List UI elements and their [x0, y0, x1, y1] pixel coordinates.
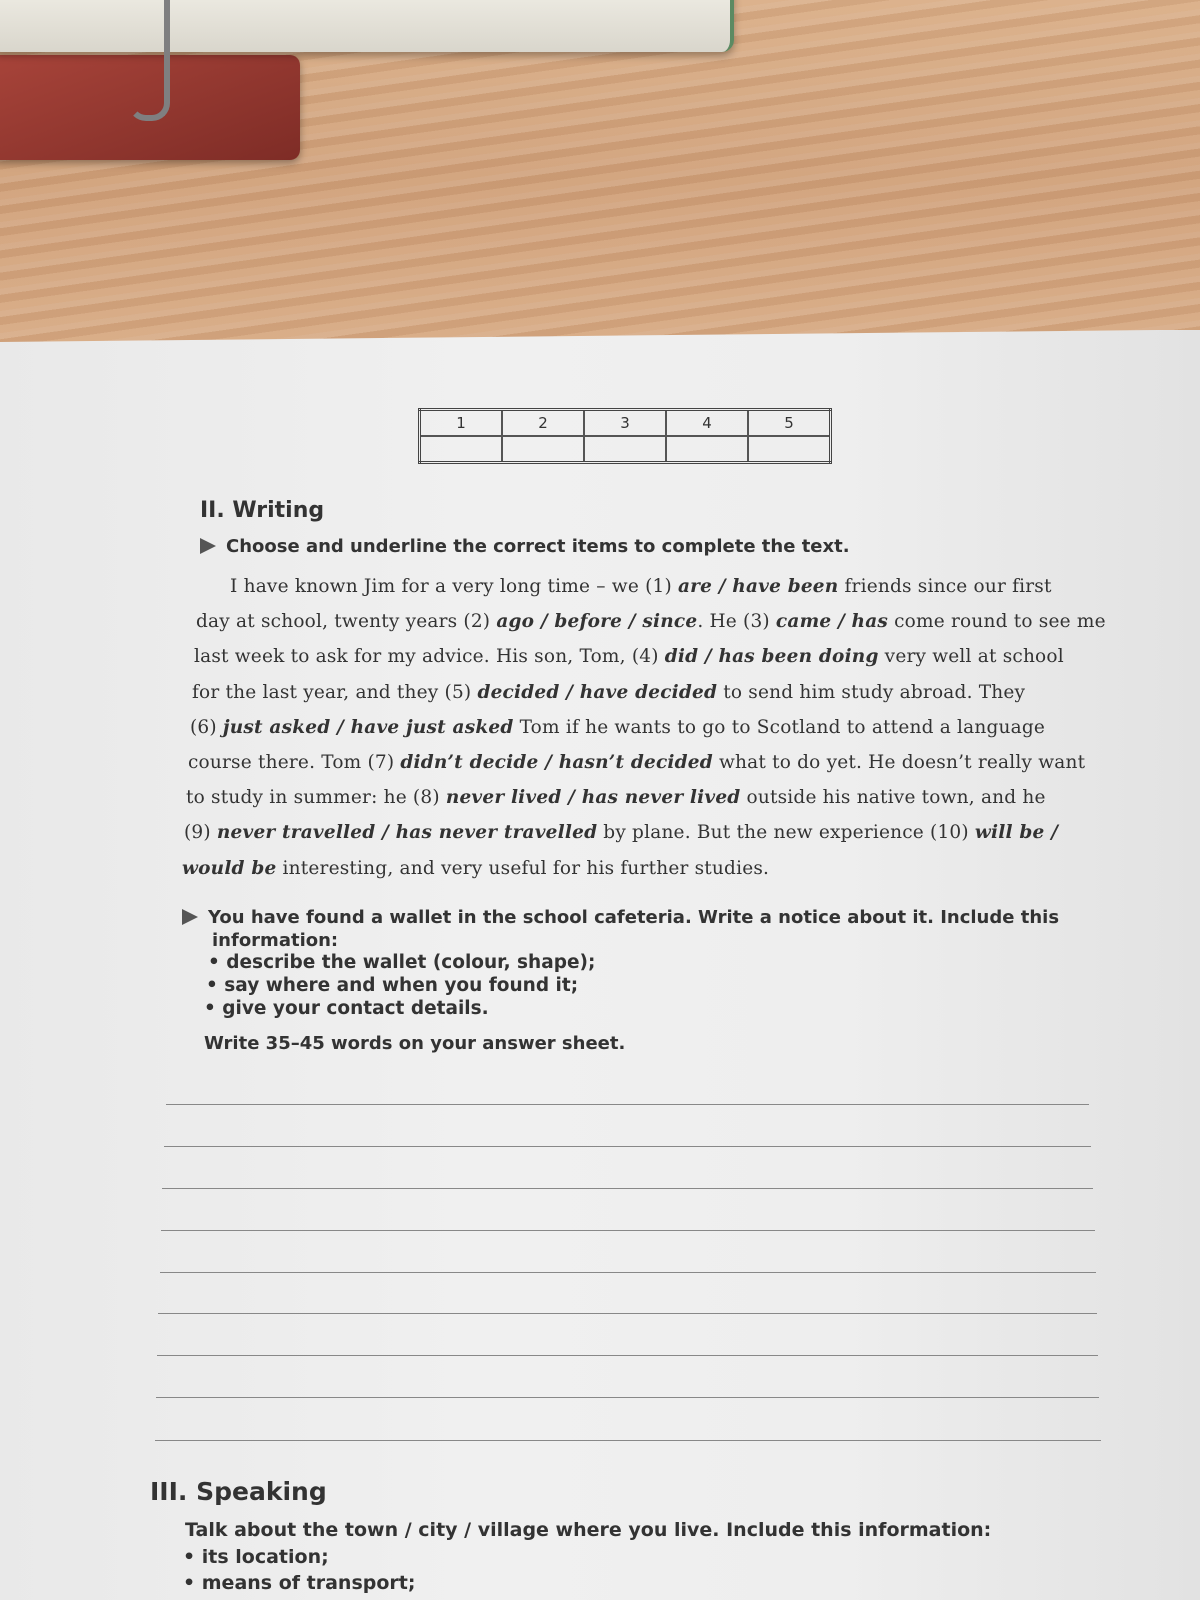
paragraph-line [190, 717, 1045, 738]
bullet-item: • its location; [183, 1546, 329, 1568]
instruction-underline [200, 536, 850, 557]
paragraph-text: for the last year, and they (5) [192, 681, 478, 703]
arrow-bullet-icon [200, 538, 216, 554]
answer-option[interactable]: ago / before / since [496, 611, 698, 633]
instruction-text: Choose and underline the correct items to complete the text. [226, 536, 850, 557]
answer-option[interactable]: didn’t decide / hasn’t decided [400, 752, 713, 773]
paragraph-text: come round to see me [888, 611, 1106, 633]
paragraph-text: friends since our first [838, 576, 1052, 597]
writing-heading: II. Writing [200, 498, 325, 523]
paragraph-line [188, 752, 1085, 773]
answer-line[interactable] [157, 1355, 1098, 1356]
answer-option[interactable]: are / have been [677, 576, 839, 597]
paragraph-line [196, 611, 1106, 632]
answer-line[interactable] [160, 1272, 1096, 1273]
paragraph-line [182, 858, 769, 879]
instruction-notice [182, 907, 1059, 928]
paragraph-text: I have known Jim for a very long time – we (1) [230, 576, 678, 597]
table-answer-cell [420, 436, 503, 463]
paragraph-line [192, 682, 1025, 703]
metal-hook [128, 0, 170, 121]
bullet-item: • describe the wallet (colour, shape); [208, 952, 596, 973]
speaking-heading: III. Speaking [150, 1477, 327, 1506]
paragraph-text: very well at school [878, 646, 1064, 668]
answer-line[interactable] [158, 1313, 1097, 1314]
paragraph-line [186, 787, 1046, 808]
speaking-instruction: Talk about the town / city / village where you live. Include this information: [185, 1519, 992, 1541]
answer-option[interactable]: will be / [974, 822, 1059, 844]
table-answer-cell [748, 436, 831, 463]
answer-option[interactable]: never travelled / has never travelled [216, 822, 598, 844]
worksheet-page [0, 330, 1200, 1600]
answer-line[interactable] [156, 1397, 1099, 1398]
answer-option[interactable]: would be [182, 857, 277, 879]
paragraph-text: (9) [184, 822, 217, 844]
instruction-text: You have found a wallet in the school cafeteria. Write a notice about it. Include this [208, 907, 1060, 928]
paragraph-text: course there. Tom (7) [188, 752, 401, 773]
word-limit-text: Write 35–45 words on your answer sheet. [204, 1033, 626, 1054]
paragraph-text: what to do yet. He doesn’t really want [712, 752, 1086, 773]
table-header-cell: 5 [748, 410, 831, 437]
answer-option[interactable]: just asked / have just asked [222, 716, 514, 738]
paragraph-line [184, 822, 1058, 843]
answer-option[interactable]: came / has [775, 611, 889, 633]
answer-table-header-row [420, 410, 831, 437]
paragraph-line [230, 576, 1052, 597]
wooden-desk [0, 0, 1200, 360]
paragraph-text: to study in summer: he (8) [186, 787, 446, 809]
table-header-cell: 3 [584, 410, 666, 437]
arrow-bullet-icon [182, 909, 198, 925]
table-answer-cell [584, 436, 666, 463]
answer-table-answer-row [420, 436, 831, 463]
answer-line[interactable] [162, 1188, 1093, 1189]
answer-line[interactable] [166, 1104, 1089, 1105]
white-binder-object [0, 0, 734, 52]
table-header-cell: 2 [502, 410, 584, 437]
paragraph-text: to send him study abroad. They [717, 681, 1026, 703]
table-answer-cell [502, 436, 584, 463]
paragraph-line [194, 646, 1064, 667]
table-header-cell: 1 [420, 410, 503, 437]
answer-option[interactable]: never lived / has never lived [445, 787, 741, 809]
paragraph-text: Tom if he wants to go to Scotland to attend a language [513, 716, 1046, 738]
answer-option[interactable]: decided / have decided [477, 681, 718, 703]
answer-table [418, 408, 832, 464]
answer-line[interactable] [164, 1146, 1091, 1147]
paragraph-text: day at school, twenty years (2) [196, 611, 497, 633]
bullet-item: • say where and when you found it; [206, 975, 579, 996]
instruction-notice-line2: information: [212, 930, 339, 951]
paragraph-text: (6) [190, 716, 223, 738]
answer-line[interactable] [155, 1440, 1101, 1441]
bullet-item: • give your contact details. [204, 998, 489, 1019]
paragraph-text: outside his native town, and he [740, 787, 1046, 809]
paragraph-text: interesting, and very useful for his further studies. [276, 857, 770, 879]
paragraph-text: by plane. But the new experience (10) [597, 822, 975, 844]
paragraph-text: last week to ask for my advice. His son, Tom, (4) [194, 646, 665, 668]
table-header-cell: 4 [666, 410, 748, 437]
bullet-item: • means of transport; [183, 1572, 416, 1594]
paragraph-text: . He (3) [697, 611, 776, 633]
table-answer-cell [666, 436, 748, 463]
answer-option[interactable]: did / has been doing [664, 646, 879, 668]
answer-line[interactable] [161, 1230, 1095, 1231]
